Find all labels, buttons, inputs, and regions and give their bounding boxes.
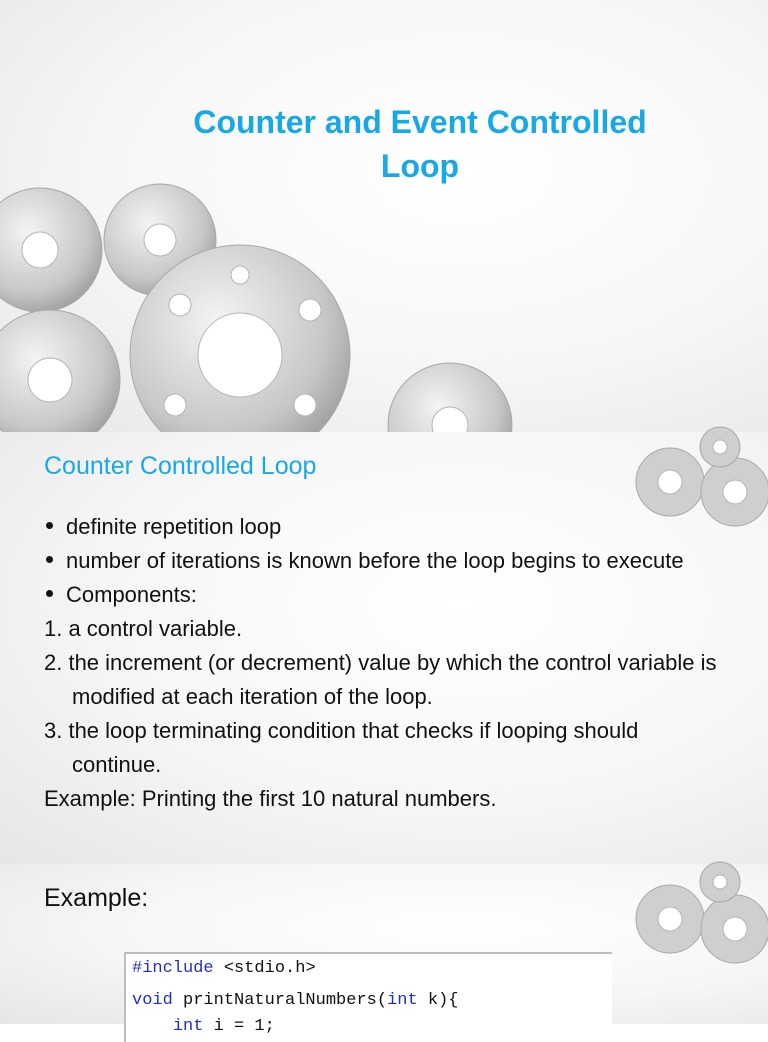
numbered-item: 1. a control variable. [44,616,243,641]
bullet-item: number of iterations is known before the loop begins to execute [44,544,724,578]
slide-title-line2: Loop [380,148,460,184]
code-text: printNaturalNumbers( [172,991,388,1010]
numbered-item: 2. the increment (or decrement) value by which the control variable is modified at each iteration of the loop. [44,650,717,709]
code-text: k){ [417,991,459,1010]
code-line-2 [132,988,606,1014]
bullet-item: Components: [44,578,724,612]
code-keyword: int [387,991,418,1010]
code-block [124,952,612,1042]
code-keyword: #include [132,959,214,978]
code-text: i = 1; [203,1017,275,1036]
example-line: Example: Printing the first 10 natural numbers. [44,786,497,811]
slide-body [44,510,724,816]
slide-title [120,100,720,188]
code-line-3 [132,1014,606,1040]
section-heading: Counter Controlled Loop [44,452,317,480]
bullet-item: definite repetition loop [44,510,724,544]
code-text: <stdio.h> [213,959,316,978]
counter-loop-slide [0,432,768,864]
numbered-item: 3. the loop terminating condition that checks if looping should continue. [44,718,639,777]
gears-illustration [0,180,540,440]
code-keyword: int [172,1017,204,1036]
example-slide [0,864,768,1036]
code-line-1 [132,956,606,982]
title-slide [0,0,768,432]
gears-corner-illustration [630,864,768,964]
code-indent [132,1017,173,1036]
code-keyword: void [132,991,173,1010]
example-heading: Example: [44,884,149,912]
slide-title-line1: Counter and Event Controlled [193,104,647,140]
